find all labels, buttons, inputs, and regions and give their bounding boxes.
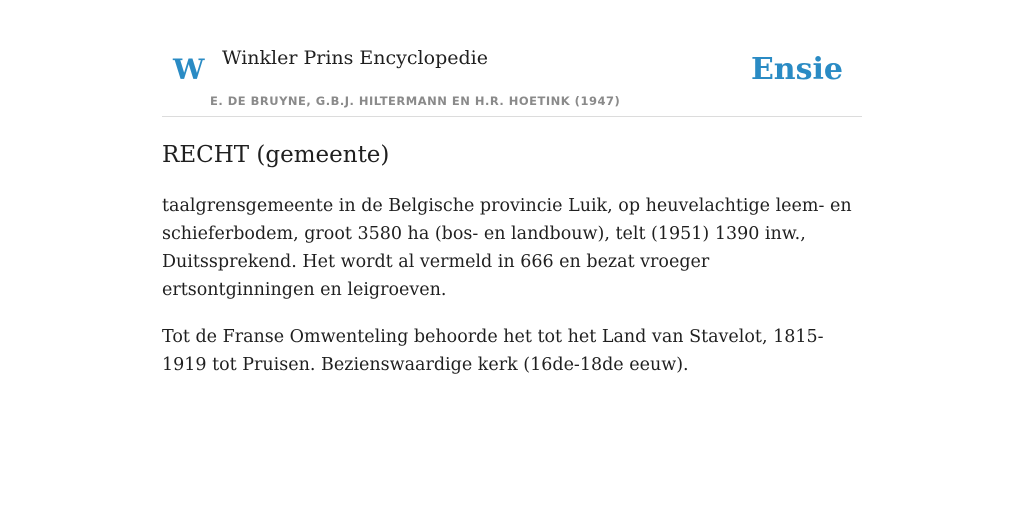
article-paragraph: taalgrensgemeente in de Belgische provincie Luik, op heuvelachtige leem- en schieferbodem, groot 3580 ha (bos- en landbouw), telt (1951) 1390 inw., Duitssprekend. Het wordt al vermeld in 666 en bezat vroeger ertsontginningen en leigroeven. (162, 196, 852, 300)
article-title: RECHT (gemeente) (162, 142, 390, 168)
publication-logo[interactable]: W (173, 53, 205, 86)
article-body (162, 192, 862, 398)
publication-title[interactable]: Winkler Prins Encyclopedie (222, 47, 488, 69)
article-paragraph: Tot de Franse Omwenteling behoorde het tot het Land van Stavelot, 1815-1919 tot Pruisen. Bezienswaardige kerk (16de-18de eeuw). (162, 327, 824, 375)
publication-authors: E. DE BRUYNE, G.B.J. HILTERMANN EN H.R. HOETINK (1947) (210, 94, 621, 108)
site-logo[interactable]: Ensie (750, 52, 843, 87)
publication-header (162, 0, 862, 117)
